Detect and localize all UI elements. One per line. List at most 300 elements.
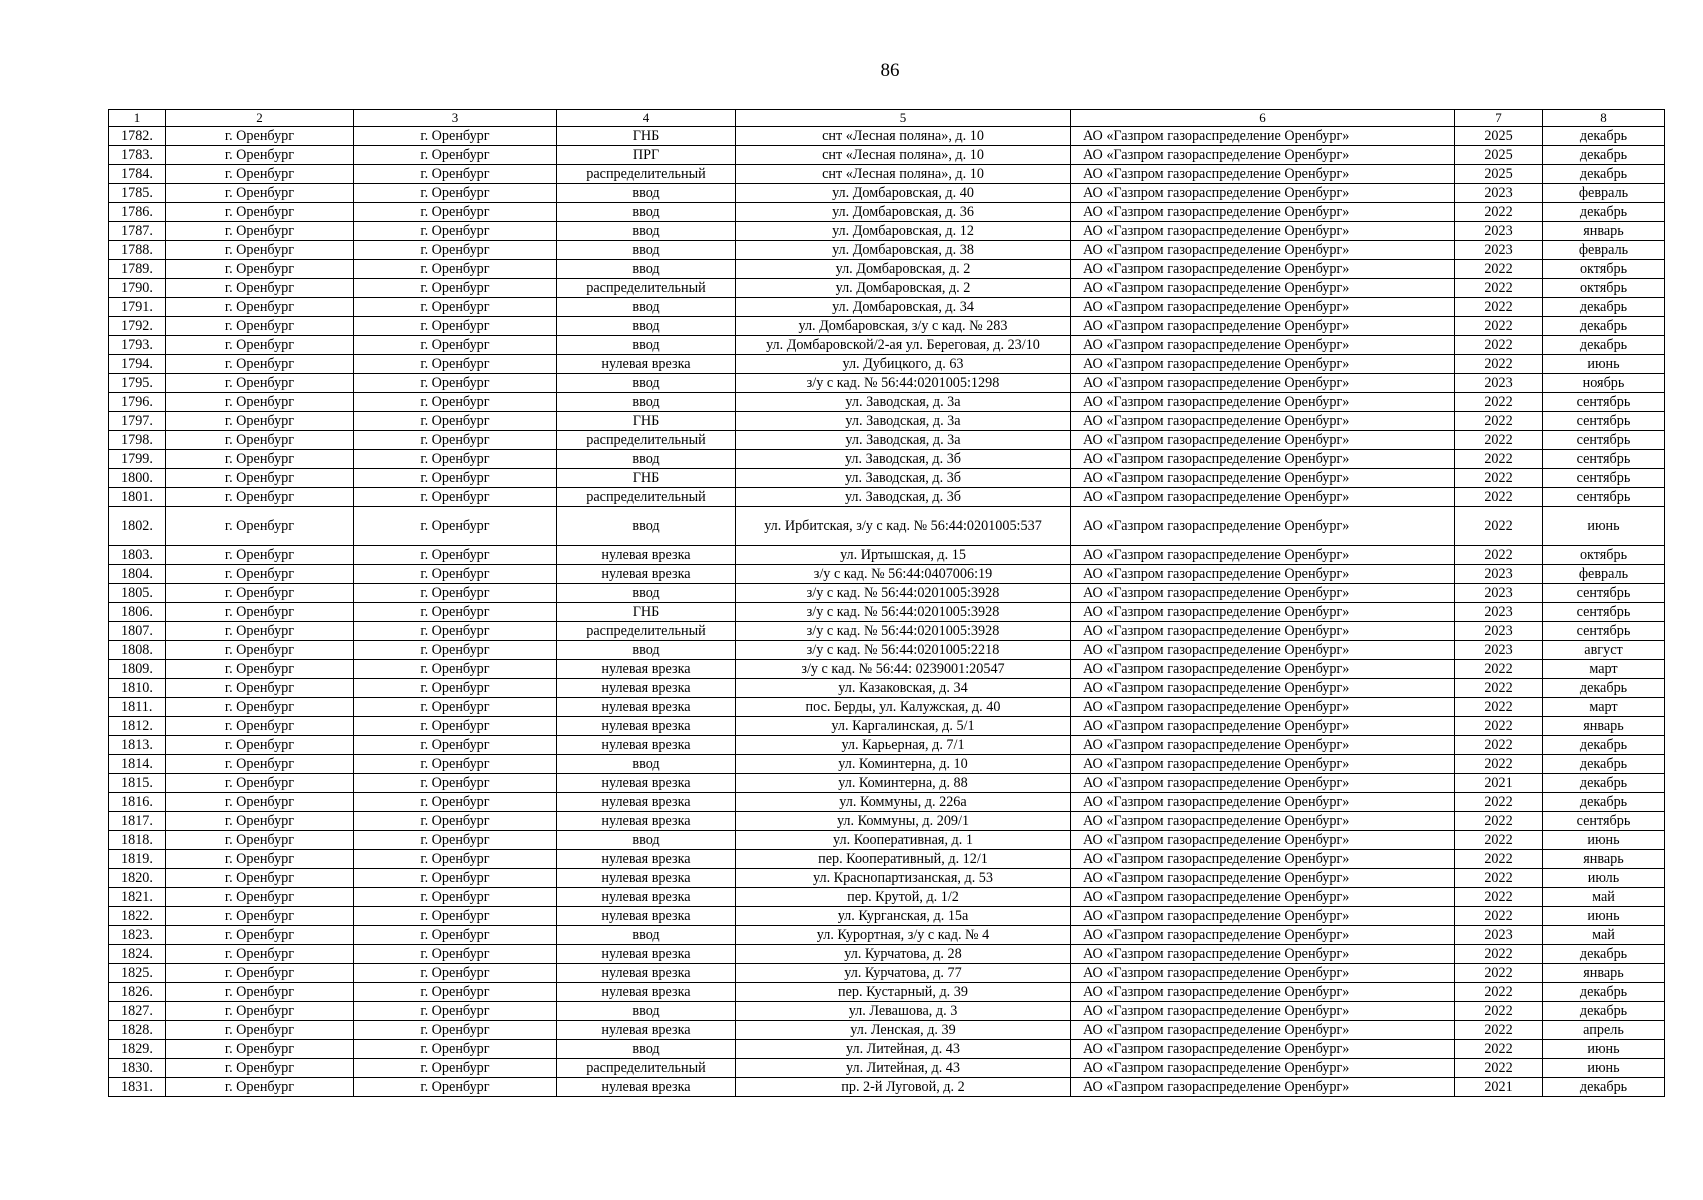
cell-organization: АО «Газпром газораспределение Оренбург» xyxy=(1071,983,1455,1002)
cell-organization: АО «Газпром газораспределение Оренбург» xyxy=(1071,546,1455,565)
cell-municipality: г. Оренбург xyxy=(166,222,354,241)
cell-organization: АО «Газпром газораспределение Оренбург» xyxy=(1071,431,1455,450)
cell-organization: АО «Газпром газораспределение Оренбург» xyxy=(1071,888,1455,907)
table-row xyxy=(109,412,1665,431)
cell-organization: АО «Газпром газораспределение Оренбург» xyxy=(1071,260,1455,279)
cell-month: сентябрь xyxy=(1543,488,1665,507)
cell-row-number: 1807. xyxy=(109,622,166,641)
cell-object-type: ввод xyxy=(557,317,736,336)
cell-object-type: ГНБ xyxy=(557,469,736,488)
cell-row-number: 1792. xyxy=(109,317,166,336)
table-row xyxy=(109,507,1665,546)
cell-organization: АО «Газпром газораспределение Оренбург» xyxy=(1071,374,1455,393)
cell-address: з/у с кад. № 56:44:0201005:3928 xyxy=(736,603,1071,622)
cell-object-type: нулевая врезка xyxy=(557,546,736,565)
table-row xyxy=(109,584,1665,603)
cell-month: декабрь xyxy=(1543,983,1665,1002)
cell-address: ул. Домбаровская, д. 34 xyxy=(736,298,1071,317)
cell-month: декабрь xyxy=(1543,736,1665,755)
cell-year: 2022 xyxy=(1455,945,1543,964)
cell-object-type: ввод xyxy=(557,450,736,469)
cell-year: 2023 xyxy=(1455,374,1543,393)
cell-organization: АО «Газпром газораспределение Оренбург» xyxy=(1071,793,1455,812)
cell-municipality: г. Оренбург xyxy=(166,1078,354,1097)
cell-year: 2022 xyxy=(1455,793,1543,812)
cell-row-number: 1814. xyxy=(109,755,166,774)
cell-address: ул. Каргалинская, д. 5/1 xyxy=(736,717,1071,736)
cell-address: ул. Домбаровской/2-ая ул. Береговая, д. 23/10 xyxy=(736,336,1071,355)
table-row xyxy=(109,317,1665,336)
cell-settlement: г. Оренбург xyxy=(354,603,557,622)
cell-year: 2022 xyxy=(1455,698,1543,717)
cell-row-number: 1811. xyxy=(109,698,166,717)
cell-year: 2022 xyxy=(1455,1021,1543,1040)
table-row xyxy=(109,926,1665,945)
cell-organization: АО «Газпром газораспределение Оренбург» xyxy=(1071,355,1455,374)
cell-month: декабрь xyxy=(1543,945,1665,964)
cell-municipality: г. Оренбург xyxy=(166,393,354,412)
cell-object-type: нулевая врезка xyxy=(557,355,736,374)
cell-settlement: г. Оренбург xyxy=(354,698,557,717)
cell-year: 2022 xyxy=(1455,431,1543,450)
cell-row-number: 1793. xyxy=(109,336,166,355)
cell-address: ул. Заводская, д. 3б xyxy=(736,488,1071,507)
cell-object-type: ввод xyxy=(557,336,736,355)
cell-object-type: нулевая врезка xyxy=(557,964,736,983)
cell-year: 2023 xyxy=(1455,622,1543,641)
cell-year: 2025 xyxy=(1455,127,1543,146)
cell-address: ул. Курганская, д. 15а xyxy=(736,907,1071,926)
cell-row-number: 1825. xyxy=(109,964,166,983)
table-row xyxy=(109,488,1665,507)
cell-settlement: г. Оренбург xyxy=(354,450,557,469)
cell-row-number: 1809. xyxy=(109,660,166,679)
table-row xyxy=(109,336,1665,355)
table-row xyxy=(109,450,1665,469)
cell-settlement: г. Оренбург xyxy=(354,222,557,241)
cell-organization: АО «Газпром газораспределение Оренбург» xyxy=(1071,393,1455,412)
cell-month: ноябрь xyxy=(1543,374,1665,393)
cell-month: октябрь xyxy=(1543,279,1665,298)
cell-row-number: 1823. xyxy=(109,926,166,945)
cell-object-type: ввод xyxy=(557,755,736,774)
cell-year: 2022 xyxy=(1455,812,1543,831)
cell-organization: АО «Газпром газораспределение Оренбург» xyxy=(1071,146,1455,165)
cell-object-type: ввод xyxy=(557,1002,736,1021)
cell-object-type: ввод xyxy=(557,184,736,203)
cell-organization: АО «Газпром газораспределение Оренбург» xyxy=(1071,774,1455,793)
table-row xyxy=(109,546,1665,565)
cell-year: 2022 xyxy=(1455,260,1543,279)
cell-object-type: ввод xyxy=(557,507,736,546)
cell-municipality: г. Оренбург xyxy=(166,736,354,755)
cell-year: 2022 xyxy=(1455,450,1543,469)
cell-settlement: г. Оренбург xyxy=(354,641,557,660)
cell-municipality: г. Оренбург xyxy=(166,1040,354,1059)
cell-row-number: 1818. xyxy=(109,831,166,850)
cell-month: декабрь xyxy=(1543,1078,1665,1097)
cell-row-number: 1802. xyxy=(109,507,166,546)
cell-municipality: г. Оренбург xyxy=(166,641,354,660)
table-row xyxy=(109,698,1665,717)
cell-address: ул. Домбаровская, д. 36 xyxy=(736,203,1071,222)
header-cell-4: 4 xyxy=(557,110,736,127)
cell-object-type: распределительный xyxy=(557,165,736,184)
cell-settlement: г. Оренбург xyxy=(354,374,557,393)
cell-settlement: г. Оренбург xyxy=(354,660,557,679)
cell-municipality: г. Оренбург xyxy=(166,374,354,393)
cell-municipality: г. Оренбург xyxy=(166,488,354,507)
cell-object-type: распределительный xyxy=(557,279,736,298)
cell-address: ул. Заводская, д. 3а xyxy=(736,412,1071,431)
header-cell-5: 5 xyxy=(736,110,1071,127)
table-row xyxy=(109,850,1665,869)
cell-municipality: г. Оренбург xyxy=(166,660,354,679)
cell-settlement: г. Оренбург xyxy=(354,793,557,812)
cell-year: 2022 xyxy=(1455,546,1543,565)
cell-settlement: г. Оренбург xyxy=(354,355,557,374)
cell-month: декабрь xyxy=(1543,679,1665,698)
cell-object-type: нулевая врезка xyxy=(557,660,736,679)
cell-organization: АО «Газпром газораспределение Оренбург» xyxy=(1071,1040,1455,1059)
cell-address: ул. Карьерная, д. 7/1 xyxy=(736,736,1071,755)
cell-year: 2022 xyxy=(1455,317,1543,336)
cell-municipality: г. Оренбург xyxy=(166,412,354,431)
table-row xyxy=(109,165,1665,184)
cell-month: декабрь xyxy=(1543,298,1665,317)
cell-month: май xyxy=(1543,926,1665,945)
header-cell-1: 1 xyxy=(109,110,166,127)
cell-organization: АО «Газпром газораспределение Оренбург» xyxy=(1071,679,1455,698)
header-row xyxy=(109,110,1665,127)
cell-object-type: нулевая врезка xyxy=(557,907,736,926)
cell-row-number: 1805. xyxy=(109,584,166,603)
cell-year: 2023 xyxy=(1455,926,1543,945)
cell-municipality: г. Оренбург xyxy=(166,926,354,945)
table-row xyxy=(109,888,1665,907)
cell-organization: АО «Газпром газораспределение Оренбург» xyxy=(1071,831,1455,850)
cell-row-number: 1797. xyxy=(109,412,166,431)
cell-year: 2022 xyxy=(1455,831,1543,850)
cell-address: ул. Литейная, д. 43 xyxy=(736,1040,1071,1059)
cell-month: январь xyxy=(1543,850,1665,869)
header-cell-3: 3 xyxy=(354,110,557,127)
cell-month: октябрь xyxy=(1543,546,1665,565)
cell-year: 2022 xyxy=(1455,736,1543,755)
cell-row-number: 1831. xyxy=(109,1078,166,1097)
cell-year: 2022 xyxy=(1455,412,1543,431)
gas-registry-table xyxy=(108,109,1665,1097)
cell-organization: АО «Газпром газораспределение Оренбург» xyxy=(1071,584,1455,603)
cell-organization: АО «Газпром газораспределение Оренбург» xyxy=(1071,641,1455,660)
cell-settlement: г. Оренбург xyxy=(354,584,557,603)
table-row xyxy=(109,355,1665,374)
cell-month: январь xyxy=(1543,964,1665,983)
cell-object-type: ввод xyxy=(557,641,736,660)
cell-row-number: 1813. xyxy=(109,736,166,755)
cell-settlement: г. Оренбург xyxy=(354,1059,557,1078)
cell-municipality: г. Оренбург xyxy=(166,717,354,736)
cell-settlement: г. Оренбург xyxy=(354,964,557,983)
cell-address: з/у с кад. № 56:44:0201005:3928 xyxy=(736,622,1071,641)
table-row xyxy=(109,184,1665,203)
cell-organization: АО «Газпром газораспределение Оренбург» xyxy=(1071,850,1455,869)
cell-object-type: ввод xyxy=(557,831,736,850)
cell-row-number: 1819. xyxy=(109,850,166,869)
cell-address: пр. 2-й Луговой, д. 2 xyxy=(736,1078,1071,1097)
cell-year: 2022 xyxy=(1455,869,1543,888)
table-row xyxy=(109,298,1665,317)
cell-address: снт «Лесная поляна», д. 10 xyxy=(736,127,1071,146)
cell-address: ул. Домбаровская, д. 12 xyxy=(736,222,1071,241)
cell-municipality: г. Оренбург xyxy=(166,127,354,146)
cell-address: ул. Коминтерна, д. 10 xyxy=(736,755,1071,774)
cell-organization: АО «Газпром газораспределение Оренбург» xyxy=(1071,869,1455,888)
cell-settlement: г. Оренбург xyxy=(354,165,557,184)
cell-month: сентябрь xyxy=(1543,412,1665,431)
cell-address: пер. Кооперативный, д. 12/1 xyxy=(736,850,1071,869)
cell-row-number: 1822. xyxy=(109,907,166,926)
cell-address: пер. Кустарный, д. 39 xyxy=(736,983,1071,1002)
cell-row-number: 1795. xyxy=(109,374,166,393)
cell-row-number: 1804. xyxy=(109,565,166,584)
cell-object-type: ввод xyxy=(557,1040,736,1059)
cell-row-number: 1815. xyxy=(109,774,166,793)
cell-row-number: 1785. xyxy=(109,184,166,203)
cell-organization: АО «Газпром газораспределение Оренбург» xyxy=(1071,717,1455,736)
cell-address: з/у с кад. № 56:44:0201005:2218 xyxy=(736,641,1071,660)
cell-address: з/у с кад. № 56:44: 0239001:20547 xyxy=(736,660,1071,679)
header-cell-7: 7 xyxy=(1455,110,1543,127)
cell-month: февраль xyxy=(1543,565,1665,584)
cell-settlement: г. Оренбург xyxy=(354,869,557,888)
table-row xyxy=(109,127,1665,146)
cell-month: сентябрь xyxy=(1543,584,1665,603)
cell-object-type: нулевая врезка xyxy=(557,736,736,755)
cell-address: ул. Домбаровская, д. 38 xyxy=(736,241,1071,260)
cell-organization: АО «Газпром газораспределение Оренбург» xyxy=(1071,317,1455,336)
cell-settlement: г. Оренбург xyxy=(354,241,557,260)
cell-month: декабрь xyxy=(1543,755,1665,774)
table-row xyxy=(109,869,1665,888)
table-row xyxy=(109,1040,1665,1059)
cell-settlement: г. Оренбург xyxy=(354,926,557,945)
table-row xyxy=(109,660,1665,679)
cell-settlement: г. Оренбург xyxy=(354,184,557,203)
cell-object-type: ГНБ xyxy=(557,603,736,622)
cell-month: сентябрь xyxy=(1543,469,1665,488)
cell-organization: АО «Газпром газораспределение Оренбург» xyxy=(1071,698,1455,717)
cell-municipality: г. Оренбург xyxy=(166,165,354,184)
cell-municipality: г. Оренбург xyxy=(166,888,354,907)
cell-organization: АО «Газпром газораспределение Оренбург» xyxy=(1071,488,1455,507)
cell-month: декабрь xyxy=(1543,774,1665,793)
cell-address: ул. Домбаровская, д. 2 xyxy=(736,260,1071,279)
cell-organization: АО «Газпром газораспределение Оренбург» xyxy=(1071,1002,1455,1021)
cell-row-number: 1784. xyxy=(109,165,166,184)
cell-row-number: 1787. xyxy=(109,222,166,241)
cell-municipality: г. Оренбург xyxy=(166,260,354,279)
cell-municipality: г. Оренбург xyxy=(166,869,354,888)
cell-address: з/у с кад. № 56:44:0201005:1298 xyxy=(736,374,1071,393)
cell-row-number: 1782. xyxy=(109,127,166,146)
cell-row-number: 1810. xyxy=(109,679,166,698)
cell-year: 2022 xyxy=(1455,983,1543,1002)
cell-row-number: 1827. xyxy=(109,1002,166,1021)
cell-organization: АО «Газпром газораспределение Оренбург» xyxy=(1071,565,1455,584)
cell-year: 2022 xyxy=(1455,488,1543,507)
cell-settlement: г. Оренбург xyxy=(354,679,557,698)
cell-municipality: г. Оренбург xyxy=(166,546,354,565)
table-row xyxy=(109,203,1665,222)
cell-organization: АО «Газпром газораспределение Оренбург» xyxy=(1071,241,1455,260)
cell-year: 2022 xyxy=(1455,755,1543,774)
cell-address: снт «Лесная поляна», д. 10 xyxy=(736,146,1071,165)
header-cell-8: 8 xyxy=(1543,110,1665,127)
table-row xyxy=(109,774,1665,793)
cell-year: 2025 xyxy=(1455,146,1543,165)
cell-address: ул. Заводская, д. 3б xyxy=(736,469,1071,488)
cell-address: ул. Коммуны, д. 209/1 xyxy=(736,812,1071,831)
cell-month: сентябрь xyxy=(1543,622,1665,641)
cell-organization: АО «Газпром газораспределение Оренбург» xyxy=(1071,755,1455,774)
cell-settlement: г. Оренбург xyxy=(354,1078,557,1097)
table-row xyxy=(109,1021,1665,1040)
cell-organization: АО «Газпром газораспределение Оренбург» xyxy=(1071,736,1455,755)
cell-month: июль xyxy=(1543,869,1665,888)
cell-month: март xyxy=(1543,698,1665,717)
cell-municipality: г. Оренбург xyxy=(166,469,354,488)
cell-municipality: г. Оренбург xyxy=(166,336,354,355)
cell-address: ул. Дубицкого, д. 63 xyxy=(736,355,1071,374)
cell-year: 2023 xyxy=(1455,565,1543,584)
cell-object-type: нулевая врезка xyxy=(557,717,736,736)
cell-object-type: ввод xyxy=(557,222,736,241)
cell-settlement: г. Оренбург xyxy=(354,888,557,907)
cell-row-number: 1830. xyxy=(109,1059,166,1078)
cell-municipality: г. Оренбург xyxy=(166,622,354,641)
cell-object-type: нулевая врезка xyxy=(557,850,736,869)
cell-settlement: г. Оренбург xyxy=(354,146,557,165)
cell-settlement: г. Оренбург xyxy=(354,393,557,412)
cell-row-number: 1816. xyxy=(109,793,166,812)
cell-organization: АО «Газпром газораспределение Оренбург» xyxy=(1071,203,1455,222)
table-row xyxy=(109,679,1665,698)
cell-month: август xyxy=(1543,641,1665,660)
cell-month: июнь xyxy=(1543,355,1665,374)
cell-settlement: г. Оренбург xyxy=(354,431,557,450)
cell-settlement: г. Оренбург xyxy=(354,945,557,964)
cell-month: январь xyxy=(1543,222,1665,241)
cell-row-number: 1806. xyxy=(109,603,166,622)
table-row xyxy=(109,1078,1665,1097)
cell-organization: АО «Газпром газораспределение Оренбург» xyxy=(1071,165,1455,184)
table-row xyxy=(109,793,1665,812)
cell-settlement: г. Оренбург xyxy=(354,736,557,755)
cell-organization: АО «Газпром газораспределение Оренбург» xyxy=(1071,622,1455,641)
table-row xyxy=(109,565,1665,584)
cell-settlement: г. Оренбург xyxy=(354,260,557,279)
cell-organization: АО «Газпром газораспределение Оренбург» xyxy=(1071,127,1455,146)
cell-object-type: нулевая врезка xyxy=(557,1021,736,1040)
cell-row-number: 1786. xyxy=(109,203,166,222)
cell-month: июнь xyxy=(1543,907,1665,926)
cell-municipality: г. Оренбург xyxy=(166,507,354,546)
cell-municipality: г. Оренбург xyxy=(166,1002,354,1021)
cell-year: 2022 xyxy=(1455,964,1543,983)
cell-address: ул. Кооперативная, д. 1 xyxy=(736,831,1071,850)
cell-object-type: нулевая врезка xyxy=(557,983,736,1002)
cell-object-type: ГНБ xyxy=(557,127,736,146)
cell-object-type: нулевая врезка xyxy=(557,869,736,888)
cell-address: ул. Литейная, д. 43 xyxy=(736,1059,1071,1078)
table-row xyxy=(109,260,1665,279)
cell-address: ул. Ирбитская, з/у с кад. № 56:44:0201005:537 xyxy=(736,507,1071,546)
cell-object-type: нулевая врезка xyxy=(557,774,736,793)
cell-settlement: г. Оренбург xyxy=(354,983,557,1002)
cell-object-type: ГНБ xyxy=(557,412,736,431)
cell-object-type: нулевая врезка xyxy=(557,812,736,831)
header-cell-6: 6 xyxy=(1071,110,1455,127)
table-row xyxy=(109,469,1665,488)
cell-month: март xyxy=(1543,660,1665,679)
cell-month: июнь xyxy=(1543,1059,1665,1078)
cell-address: ул. Домбаровская, д. 2 xyxy=(736,279,1071,298)
cell-settlement: г. Оренбург xyxy=(354,565,557,584)
table-row xyxy=(109,279,1665,298)
cell-month: сентябрь xyxy=(1543,431,1665,450)
cell-organization: АО «Газпром газораспределение Оренбург» xyxy=(1071,222,1455,241)
page-number: 86 xyxy=(880,60,900,81)
cell-object-type: ввод xyxy=(557,584,736,603)
cell-month: декабрь xyxy=(1543,127,1665,146)
cell-address: з/у с кад. № 56:44:0201005:3928 xyxy=(736,584,1071,603)
cell-row-number: 1829. xyxy=(109,1040,166,1059)
cell-address: ул. Курчатова, д. 77 xyxy=(736,964,1071,983)
cell-object-type: распределительный xyxy=(557,431,736,450)
cell-municipality: г. Оренбург xyxy=(166,603,354,622)
cell-year: 2022 xyxy=(1455,469,1543,488)
cell-object-type: ввод xyxy=(557,298,736,317)
table-row xyxy=(109,907,1665,926)
cell-organization: АО «Газпром газораспределение Оренбург» xyxy=(1071,279,1455,298)
cell-address: ул. Заводская, д. 3а xyxy=(736,393,1071,412)
cell-row-number: 1826. xyxy=(109,983,166,1002)
cell-month: декабрь xyxy=(1543,336,1665,355)
cell-year: 2023 xyxy=(1455,184,1543,203)
cell-organization: АО «Газпром газораспределение Оренбург» xyxy=(1071,812,1455,831)
table-row xyxy=(109,146,1665,165)
cell-month: декабрь xyxy=(1543,146,1665,165)
table-row xyxy=(109,622,1665,641)
cell-municipality: г. Оренбург xyxy=(166,945,354,964)
cell-municipality: г. Оренбург xyxy=(166,241,354,260)
cell-year: 2022 xyxy=(1455,203,1543,222)
cell-settlement: г. Оренбург xyxy=(354,774,557,793)
cell-municipality: г. Оренбург xyxy=(166,146,354,165)
cell-address: ул. Курортная, з/у с кад. № 4 xyxy=(736,926,1071,945)
cell-row-number: 1798. xyxy=(109,431,166,450)
cell-month: июнь xyxy=(1543,831,1665,850)
cell-address: ул. Коминтерна, д. 88 xyxy=(736,774,1071,793)
cell-object-type: нулевая врезка xyxy=(557,888,736,907)
cell-organization: АО «Газпром газораспределение Оренбург» xyxy=(1071,660,1455,679)
cell-settlement: г. Оренбург xyxy=(354,1040,557,1059)
cell-municipality: г. Оренбург xyxy=(166,355,354,374)
cell-organization: АО «Газпром газораспределение Оренбург» xyxy=(1071,1059,1455,1078)
cell-row-number: 1796. xyxy=(109,393,166,412)
cell-year: 2025 xyxy=(1455,165,1543,184)
